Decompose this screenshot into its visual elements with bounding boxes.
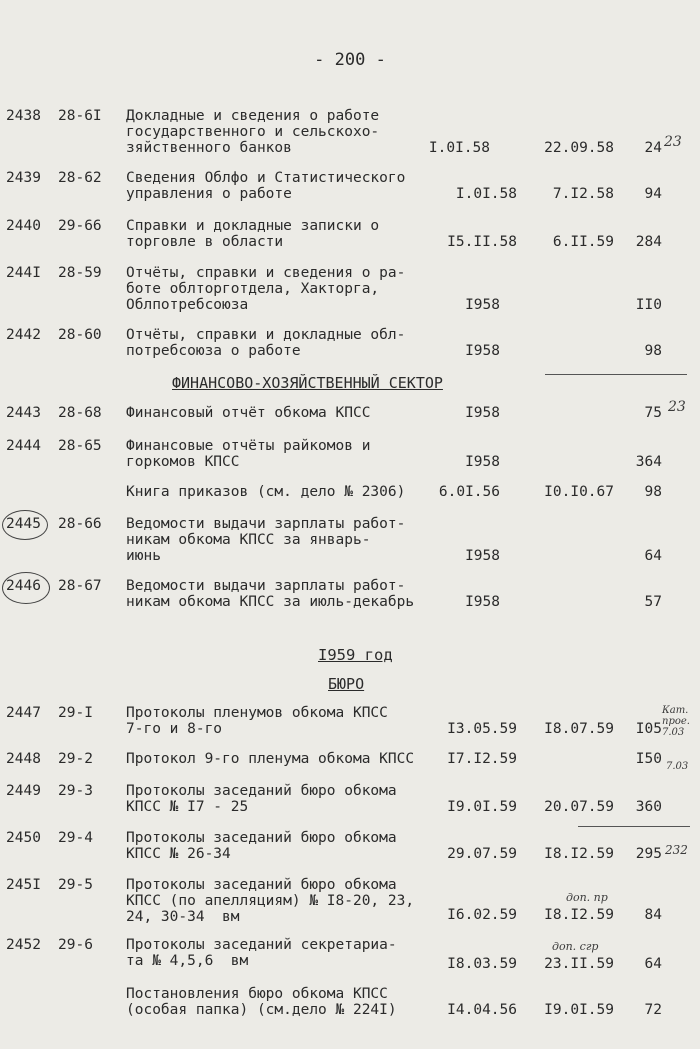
entry-title: Протокол 9-го пленума обкома КПСС [126, 751, 415, 767]
entry-start-date: I958 [465, 454, 500, 470]
entry-code: 29-66 [58, 218, 102, 234]
entry-title: Протоколы заседаний бюро обкома КПСС (по апелляциям) № I8-20, 23, 24, 30-34 вм [126, 877, 415, 925]
handwritten-note: 23 [668, 399, 686, 415]
entry-title: Протоколы заседаний бюро обкома КПСС № 26-34 [126, 830, 397, 862]
entry-code: 29-4 [58, 830, 93, 846]
entry-number: 2447 [6, 705, 41, 721]
section-heading-finance: ФИНАНСОВО-ХОЗЯЙСТВЕННЫЙ СЕКТОР [172, 374, 443, 392]
entry-sheet-count: 94 [644, 186, 662, 202]
entry-sheet-count: 57 [644, 594, 662, 610]
entry-start-date: I958 [465, 548, 500, 564]
entry-sheet-count: 24 [644, 140, 662, 156]
entry-code: 28-62 [58, 170, 102, 186]
entry-start-date: I958 [465, 405, 500, 421]
entry-start-date: 6.0I.56 [438, 484, 500, 500]
entry-number: 245I [6, 877, 41, 893]
entry-title: Отчёты, справки и докладные обл- потребсоюза о работе [126, 327, 406, 359]
entry-code: 28-60 [58, 327, 102, 343]
entry-title: Постановления бюро обкома КПСС (особая папка) (см.дело № 224I) [126, 986, 397, 1018]
entry-sheet-count: 72 [644, 1002, 662, 1018]
entry-end-date: 23.II.59 [544, 956, 614, 972]
separator-line [545, 374, 687, 375]
entry-title: Отчёты, справки и сведения о ра- боте облторготдела, Хакторга, Облпотребсоюза [126, 265, 406, 313]
entry-end-date: I8.I2.59 [544, 907, 614, 923]
entry-title: Докладные и сведения о работе государственного и сельскохо- зяйственного банков [126, 108, 380, 156]
entry-code: 28-65 [58, 438, 102, 454]
entry-code: 29-5 [58, 877, 93, 893]
entry-start-date: I6.02.59 [447, 907, 517, 923]
entry-number: 2449 [6, 783, 41, 799]
entry-number: 2444 [6, 438, 41, 454]
entry-start-date: I4.04.56 [447, 1002, 517, 1018]
handwritten-note: доп. сгр [552, 940, 599, 953]
year-heading: I959 год [318, 646, 393, 664]
entry-sheet-count: 75 [644, 405, 662, 421]
entry-start-date: I7.I2.59 [447, 751, 517, 767]
entry-end-date: 20.07.59 [544, 799, 614, 815]
entry-end-date: 7.I2.58 [552, 186, 614, 202]
entry-number: 2448 [6, 751, 41, 767]
entry-code: 28-67 [58, 578, 102, 594]
entry-start-date: I.0I.58 [455, 186, 517, 202]
entry-start-date: I958 [465, 297, 500, 313]
entry-number: 244I [6, 265, 41, 281]
entry-number: 2452 [6, 937, 41, 953]
entry-code: 28-66 [58, 516, 102, 532]
entry-start-date: I8.03.59 [447, 956, 517, 972]
entry-number: 2439 [6, 170, 41, 186]
entry-number: 2438 [6, 108, 41, 124]
entry-end-date: 22.09.58 [544, 140, 614, 156]
page-number: - 200 - [314, 50, 386, 70]
entry-number: 2442 [6, 327, 41, 343]
entry-end-date: I8.07.59 [544, 721, 614, 737]
entry-number: 2450 [6, 830, 41, 846]
handwritten-note: Кат. прое. 7.03 [662, 705, 690, 738]
entry-sheet-count: 84 [644, 907, 662, 923]
entry-sheet-count: I50 [635, 751, 662, 767]
entry-sheet-count: 360 [635, 799, 662, 815]
handwritten-note: 7.03 [666, 761, 689, 772]
entry-title: Справки и докладные записки о торговле в области [126, 218, 380, 250]
entry-start-date: I9.0I.59 [447, 799, 517, 815]
entry-title: Финансовый отчёт обкома КПСС [126, 405, 371, 421]
entry-sheet-count: 64 [644, 548, 662, 564]
entry-code: 29-I [58, 705, 93, 721]
entry-start-date: I.0I.58 [428, 140, 490, 156]
entry-number: 2445 [6, 516, 41, 532]
entry-start-date: I958 [465, 594, 500, 610]
entry-number: 2446 [6, 578, 41, 594]
entry-start-date: I3.05.59 [447, 721, 517, 737]
entry-sheet-count: 98 [644, 343, 662, 359]
entry-start-date: I5.II.58 [447, 234, 517, 250]
entry-title: Ведомости выдачи зарплаты работ- никам обкома КПСС за июль-декабрь [126, 578, 415, 610]
entry-title: Финансовые отчёты райкомов и горкомов КПСС [126, 438, 371, 470]
entry-sheet-count: II0 [635, 297, 662, 313]
entry-code: 28-68 [58, 405, 102, 421]
entry-end-date: I9.0I.59 [544, 1002, 614, 1018]
entry-number: 2443 [6, 405, 41, 421]
entry-end-date: I8.I2.59 [544, 846, 614, 862]
entry-sheet-count: 64 [644, 956, 662, 972]
entry-title: Книга приказов (см. дело № 2306) [126, 484, 406, 500]
entry-sheet-count: 284 [635, 234, 662, 250]
entry-end-date: I0.I0.67 [544, 484, 614, 500]
entry-start-date: I958 [465, 343, 500, 359]
entry-title: Протоколы заседаний бюро обкома КПСС № I7 - 25 [126, 783, 397, 815]
entry-sheet-count: I05 [635, 721, 662, 737]
entry-sheet-count: 98 [644, 484, 662, 500]
entry-code: 28-6I [58, 108, 102, 124]
entry-start-date: 29.07.59 [447, 846, 517, 862]
entry-title: Сведения Облфо и Статистического управления о работе [126, 170, 406, 202]
entry-title: Протоколы пленумов обкома КПСС 7-го и 8-го [126, 705, 388, 737]
entry-code: 29-2 [58, 751, 93, 767]
section-heading-buro: БЮРО [328, 675, 365, 693]
entry-title: Протоколы заседаний секретариа- та № 4,5,6 вм [126, 937, 397, 969]
entry-end-date: 6.II.59 [552, 234, 614, 250]
entry-number: 2440 [6, 218, 41, 234]
handwritten-note: доп. пр [566, 891, 608, 904]
handwritten-note: 232 [665, 843, 688, 857]
handwritten-note: 23 [664, 134, 682, 150]
entry-sheet-count: 364 [635, 454, 662, 470]
entry-title: Ведомости выдачи зарплаты работ- никам обкома КПСС за январь- июнь [126, 516, 406, 564]
separator-line [578, 826, 690, 827]
entry-code: 29-6 [58, 937, 93, 953]
entry-sheet-count: 295 [635, 846, 662, 862]
entry-code: 28-59 [58, 265, 102, 281]
entry-code: 29-3 [58, 783, 93, 799]
